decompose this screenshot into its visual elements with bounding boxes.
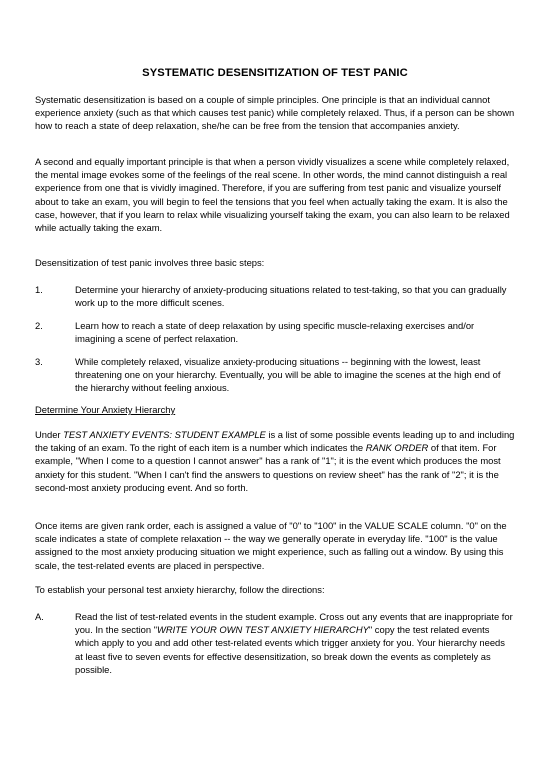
intro-paragraph: Systematic desensitization is based on a couple of simple principles. One principle is that an individual cannot experience anxiety (such as that which causes test panic) while completely relaxed. Thus, if a person can be shown how to reach a state of deep relaxation, she/he can be free from the tension that accompanies anxiety. [35,94,515,132]
italic-run: WRITE YOUR OWN TEST ANXIETY HIERARCHY [157,624,369,636]
document-title: SYSTEMATIC DESENSITIZATION OF TEST PANIC [142,67,408,79]
step-number: 3. [35,356,43,367]
italic-run: RANK ORDER [365,442,429,454]
step-text: Determine your hierarchy of anxiety-producing situations related to test-taking, so that you can gradually work up to the more difficult scenes. [75,284,507,309]
text-run: " copy the test related events which apply to you and add other test-related events which trigger anxiety for you. Your hierarchy needs at least five to seven events for effective desensitization, so break down the events as completely as possible. [75,624,505,675]
directions-intro-paragraph: To establish your personal test anxiety hierarchy, follow the directions: [35,584,325,595]
section-heading: Determine Your Anxiety Hierarchy [35,404,176,415]
text-run: of that item. For example, "When I come to a question I cannot answer" has a rank of "1"; it is the event which produces the most anxiety for this student. "When I can't find the answers to questions on review sheet" has the rank of "2"; it is the second-most anxiety producing event. And so forth. [35,442,501,493]
step-text: Learn how to reach a state of deep relaxation by using specific muscle-relaxing exercises and/or imagining a scene of perfect relaxation. [75,320,475,345]
italic-run: TEST ANXIETY EVENTS: STUDENT EXAMPLE [63,429,266,440]
text-run: Under [35,429,64,440]
hierarchy-paragraph [35,428,515,494]
text-run: is a list of some possible events leading up to and including the taking of an exam. To the right of each item is a number which indicates the [35,429,515,454]
steps-intro-paragraph: Desensitization of test panic involves three basic steps: [35,257,265,268]
step-number: 1. [35,284,43,295]
step-text: While completely relaxed, visualize anxiety-producing situations -- beginning with the lowest, least threatening one on your hierarchy. Eventually, you will be able to imagine the scenes at the high end of the hierarchy without feeling anxious. [75,356,501,394]
principle-paragraph: A second and equally important principle is that when a person vividly visualizes a scene while completely relaxed, the mental image evokes some of the feelings of the real scene. In other words, the mind cannot distinguish a real experience from one that is vividly imagined. Therefore, if you are suffering from test panic and visualize yourself about to take an exam, you will begin to feel the tensions that you feel when actually taking the exam. It is also the case, however, that if you learn to relax while visualizing yourself taking the exam, you can also learn to be relaxed while actually taking the exam. [35,156,510,234]
step-text [75,610,515,676]
step-number: 2. [35,320,43,331]
text-run: Read the list of test-related events in the student example. Cross out any events that are inappropriate for you. In the section " [75,611,513,636]
step-number: A. [35,611,44,622]
value-scale-paragraph: Once items are given rank order, each is assigned a value of "0" to "100" in the VALUE SCALE column. "0" on the scale indicates a state of complete relaxation -- the way we generally operate in everyday life. "100" is the value assigned to the most anxiety producing situation we might experience, such as falling out a window. By using this scale, the test-related events are placed in perspective. [35,520,507,571]
